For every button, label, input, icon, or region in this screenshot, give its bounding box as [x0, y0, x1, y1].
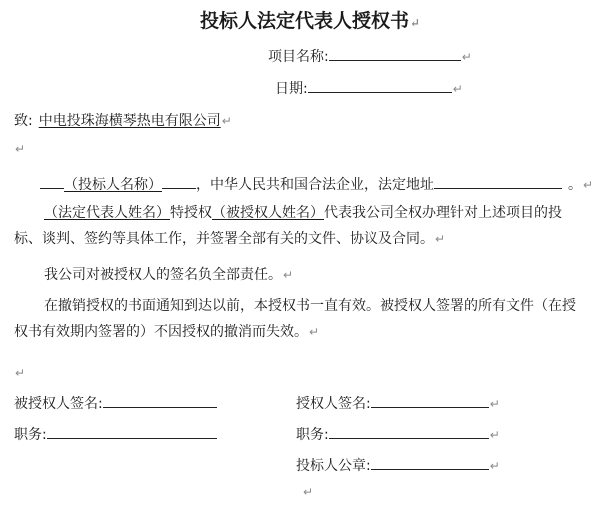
authorized-position-field[interactable]	[47, 424, 217, 439]
paragraph-authorization: （法定代表人姓名）特授权（被授权人姓名）代表我公司全权办理针对上述项目的投标、谈判、签约等具体工作，并签署全部有关的文件、协议及合同。↵	[14, 205, 562, 247]
project-name-line: 项目名称: ↵	[268, 46, 472, 66]
legal-address-field[interactable]	[434, 174, 562, 189]
authorizer-position-label: 职务:	[296, 427, 329, 443]
authorized-position-line	[14, 424, 217, 444]
document-title: 投标人法定代表人授权书↵	[200, 10, 421, 32]
date-field[interactable]	[308, 78, 452, 93]
recipient-name: 中电投珠海横琴热电有限公司	[38, 113, 221, 129]
to-prefix: 致:	[14, 113, 33, 129]
para1-middle-text: ，中华人民共和国合法企业，法定地址	[196, 177, 434, 193]
authorizer-position-line: 职务: ↵	[296, 424, 500, 444]
authorizer-signature-label: 授权人签名:	[296, 396, 371, 412]
legal-rep-placeholder[interactable]: （法定代表人姓名）	[44, 205, 170, 221]
company-seal-field[interactable]	[371, 455, 489, 470]
paragraph-mark: ↵	[410, 16, 421, 30]
authorizer-position-field[interactable]	[329, 424, 489, 439]
company-seal-line: 投标人公章: ↵	[296, 455, 500, 475]
project-name-label: 项目名称:	[268, 49, 329, 65]
date-label: 日期:	[275, 81, 308, 97]
bidder-name-placeholder[interactable]: （投标人名称）	[64, 177, 162, 193]
paragraph-responsibility: 我公司对被授权人的签名负全部责任。↵	[44, 267, 294, 283]
authorized-signature-label: 被授权人签名:	[14, 396, 103, 412]
paragraph-bidder: （投标人名称） ，中华人民共和国合法企业，法定地址 。↵	[40, 174, 593, 194]
authorized-person-placeholder[interactable]: （被授权人姓名）	[212, 205, 324, 221]
empty-line: ↵	[15, 142, 26, 156]
authorized-position-label: 职务:	[14, 427, 47, 443]
project-name-field[interactable]	[329, 46, 461, 61]
authorized-signature-field[interactable]	[103, 393, 217, 408]
authorizer-signature-field[interactable]	[371, 393, 489, 408]
addressee-line: 致: 中电投珠海横琴热电有限公司↵	[14, 113, 232, 129]
authorizer-signature-line: 授权人签名: ↵	[296, 393, 500, 413]
date-line: 日期: ↵	[275, 78, 463, 98]
company-seal-label: 投标人公章:	[296, 458, 371, 474]
empty-line: ↵	[15, 366, 26, 380]
empty-line: ↵	[303, 485, 314, 499]
paragraph-validity: 在撤销授权的书面通知到达以前，本授权书一直有效。被授权人签署的所有文件（在授权书有效期内签署的）不因授权的撤消而失效。↵	[14, 298, 576, 340]
authorized-signature-line	[14, 393, 217, 413]
